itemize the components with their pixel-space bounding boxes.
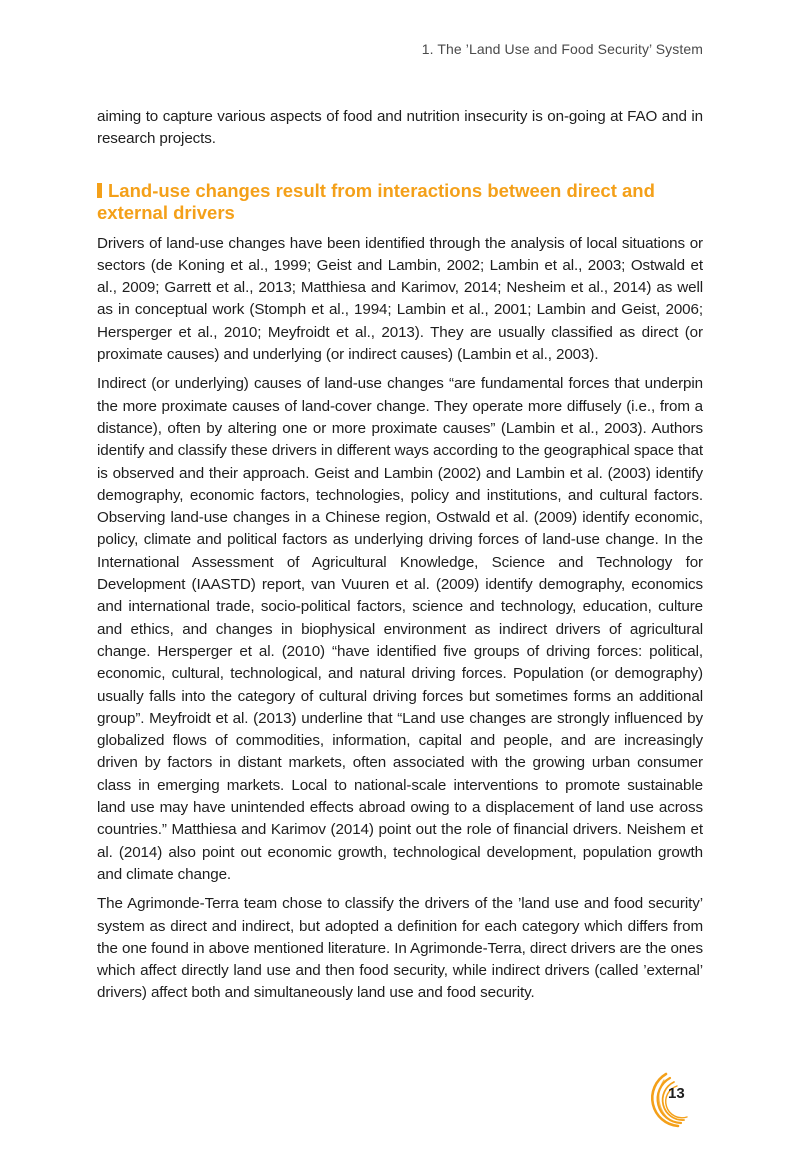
page-number: 13 [668,1085,685,1102]
body-paragraph-3: The Agrimonde-Terra team chose to classify the drivers of the ’land use and food security’ system as direct and indirect, but adopted a definition for each category which differs from the one found in above mentioned literature. In Agrimonde-Terra, direct drivers are the ones which affect directly land use and then food security, while indirect drivers (called ’external’ drivers) affect both and simultaneously land use and food security. [97,895,703,1002]
heading-bar-marker [97,183,102,198]
section-heading [97,180,703,224]
intro-paragraph: aiming to capture various aspects of food and nutrition insecurity is on-going at FAO and in research projects. [97,108,703,148]
body-paragraph-2: Indirect (or underlying) causes of land-use changes “are fundamental forces that underpin the more proximate causes of land-cover change. They operate more diffusely (i.e., from a distance), often by altering one or more proximate causes” (Lambin et al., 2003). Authors identify and classify these drivers in different ways according to the geographical space that is observed and their approach. Geist and Lambin (2002) and Lambin et al. (2003) identify demography, economic factors, technologies, policy and institutions, and cultural factors. Observing land-use changes in a Chinese region, Ostwald et al. (2009) identify economic, policy, climate and political factors as underlying driving forces of land-use change. In the International Assessment of Agricultural Knowledge, Science and Technology for Development (IAASTD) report, van Vuuren et al. (2009) identify demography, economics and international trade, socio-political factors, science and technology, education, culture and ethics, and changes in biophysical environment as indirect drivers of agricultural change. Hersperger et al. (2010) “have identified five groups of driving forces: political, economic, cultural, technological, and natural driving forces. Population (or demography) usually falls into the category of cultural driving forces but sometimes forms an additional group”. Meyfroidt et al. (2013) underline that “Land use changes are strongly influenced by globalized flows of commodities, information, capital and people, and are increasingly driven by factors in distant markets, often associated with the growing urban consumer class in emerging markets. Local to national-scale interventions to promote sustainable land use may have unintended effects abroad owing to a displacement of land use across countries.” Matthiesa and Karimov (2014) point out the role of financial drivers. Neishem et al. (2014) also point out economic growth, technological development, population growth and climate change. [97,375,703,883]
running-header: 1. The ’Land Use and Food Security’ System [421,41,703,57]
section-heading-text: Land-use changes result from interactions between direct and external drivers [97,179,655,223]
page-content [97,106,703,1012]
body-paragraph-1: Drivers of land-use changes have been identified through the analysis of local situations or sectors (de Koning et al., 1999; Geist and Lambin, 2002; Lambin et al., 2003; Ostwald et al., 2009; Garrett et al., 2013; Matthiesa and Karimov, 2014; Nesheim et al., 2014) as well as in conceptual work (Stomph et al., 1994; Lambin et al., 2001; Lambin and Geist, 2006; Hersperger et al., 2010; Meyfroidt et al., 2013). They are usually classified as direct (or proximate causes) and underlying (or indirect causes) (Lambin et al., 2003). [97,234,703,364]
